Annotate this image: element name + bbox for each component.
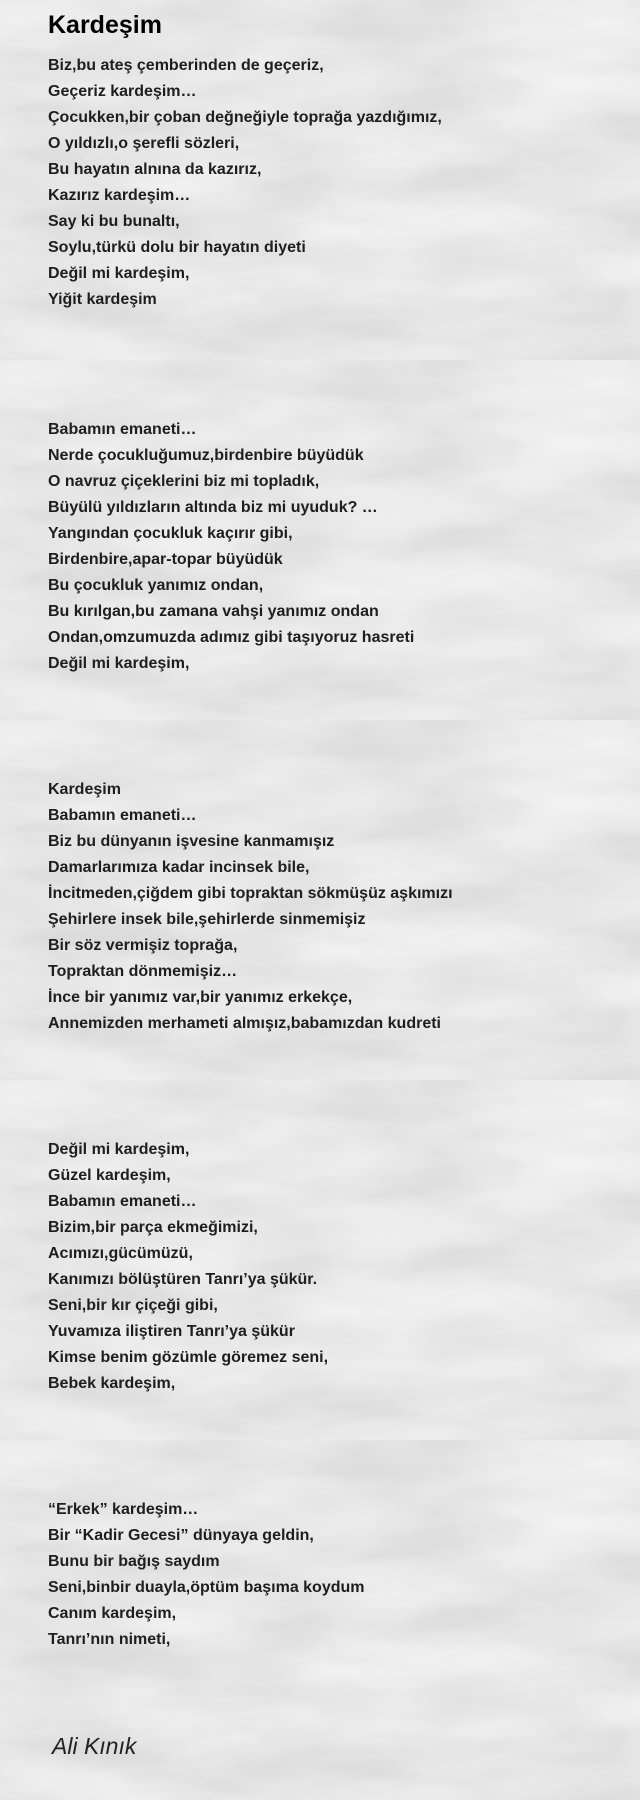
poem-line: Seni,binbir duayla,öptüm başıma koydum <box>48 1579 365 1596</box>
stanza-block-5 <box>0 1440 640 1800</box>
poem-line: Topraktan dönmemişiz… <box>48 963 238 980</box>
poem-line: Geçeriz kardeşim… <box>48 83 197 100</box>
poem-line: Tanrı’nın nimeti, <box>48 1631 171 1648</box>
poem-line: Babamın emaneti… <box>48 421 197 438</box>
stanza-5 <box>48 1497 610 1653</box>
poem-line: Şehirlere insek bile,şehirlerde sinmemişiz <box>48 911 366 928</box>
page-title: Kardeşim <box>48 11 162 39</box>
poem-line: Biz,bu ateş çemberinden de geçeriz, <box>48 57 324 74</box>
poem-line: Büyülü yıldızların altında biz mi uyuduk? … <box>48 499 378 516</box>
poem-line: Babamın emaneti… <box>48 807 197 824</box>
poem-line: Kardeşim <box>48 781 121 798</box>
poem-line: Bir söz vermişiz toprağa, <box>48 937 238 954</box>
stanza-2 <box>48 417 610 677</box>
poem-line: Biz bu dünyanın işvesine kanmamışız <box>48 833 335 850</box>
author-signature: Ali Kınık <box>52 1733 137 1759</box>
stanza-4 <box>48 1137 610 1397</box>
poem-line: Yiğit kardeşim <box>48 291 157 308</box>
poem-line: Soylu,türkü dolu bir hayatın diyeti <box>48 239 306 256</box>
poem-line: Say ki bu bunaltı, <box>48 213 180 230</box>
stanza-3 <box>48 777 610 1037</box>
poem-line: Kimse benim gözümle göremez seni, <box>48 1349 329 1366</box>
poem-line: Bunu bir bağış saydım <box>48 1553 220 1570</box>
poem-line: Kazırız kardeşim… <box>48 187 191 204</box>
poem-line: Değil mi kardeşim, <box>48 655 190 672</box>
poem-line: Çocukken,bir çoban değneğiyle toprağa yazdığımız, <box>48 109 442 126</box>
poem-line: Güzel kardeşim, <box>48 1167 171 1184</box>
stanza-block-4 <box>0 1080 640 1440</box>
stanza-block-3 <box>0 720 640 1080</box>
poem-line: Yuvamıza iliştiren Tanrı’ya şükür <box>48 1323 295 1340</box>
poem-line: Değil mi kardeşim, <box>48 265 190 282</box>
poem-line: Yangından çocukluk kaçırır gibi, <box>48 525 293 542</box>
poem-line: Ondan,omzumuzda adımız gibi taşıyoruz hasreti <box>48 629 415 646</box>
poem-line: Bu hayatın alnına da kazırız, <box>48 161 262 178</box>
poem-line: Bu kırılgan,bu zamana vahşi yanımız ondan <box>48 603 379 620</box>
poem-line: Bu çocukluk yanımız ondan, <box>48 577 264 594</box>
poem-line: “Erkek” kardeşim… <box>48 1501 199 1518</box>
poem-line: Damarlarımıza kadar incinsek bile, <box>48 859 310 876</box>
stanza-block-2 <box>0 360 640 720</box>
poem-line: İnce bir yanımız var,bir yanımız erkekçe, <box>48 989 353 1006</box>
stanza-block-1 <box>0 0 640 360</box>
poem-line: O yıldızlı,o şerefli sözleri, <box>48 135 240 152</box>
poem-line: Kanımızı bölüştüren Tanrı’ya şükür. <box>48 1271 318 1288</box>
poem-line: Nerde çocukluğumuz,birdenbire büyüdük <box>48 447 364 464</box>
poem-line: Acımızı,gücümüzü, <box>48 1245 193 1262</box>
poem-line: Bizim,bir parça ekmeğimizi, <box>48 1219 258 1236</box>
poem-line: Babamın emaneti… <box>48 1193 197 1210</box>
poem-line: O navruz çiçeklerini biz mi topladık, <box>48 473 320 490</box>
poem-line: Canım kardeşim, <box>48 1605 177 1622</box>
poem-line: Seni,bir kır çiçeği gibi, <box>48 1297 218 1314</box>
stanza-1 <box>48 53 610 313</box>
poem-line: Birdenbire,apar-topar büyüdük <box>48 551 283 568</box>
poem-line: Değil mi kardeşim, <box>48 1141 190 1158</box>
poem-line: İncitmeden,çiğdem gibi topraktan sökmüşüz aşkımızı <box>48 885 453 902</box>
poem-line: Annemizden merhameti almışız,babamızdan kudreti <box>48 1015 441 1032</box>
poem-line: Bir “Kadir Gecesi” dünyaya geldin, <box>48 1527 314 1544</box>
poem-line: Bebek kardeşim, <box>48 1375 176 1392</box>
